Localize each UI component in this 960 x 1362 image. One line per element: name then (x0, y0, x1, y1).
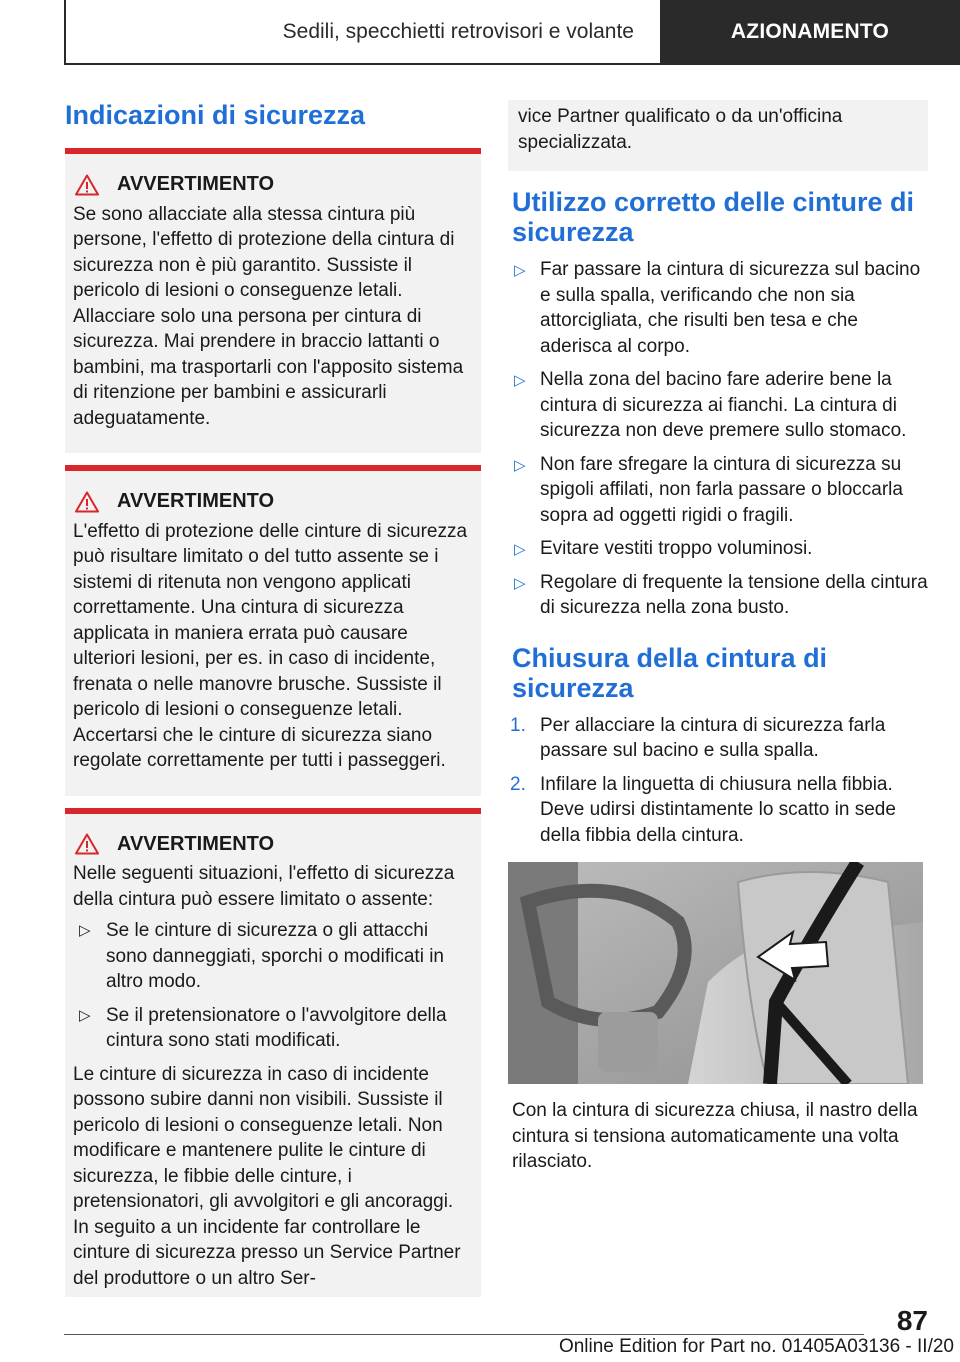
list-item: ▷ Non fare sfregare la cintura di sicurezza su spigoli affilati, non farla passare o bloccarla sopra ad oggetti rigidi o fragili. (514, 453, 903, 526)
fastening-steps (508, 713, 928, 849)
warning-heading (75, 832, 473, 858)
list-item: ▷ Se le cinture di sicurezza o gli attacchi sono danneggiati, sporchi o modificati in altro modo. (79, 920, 444, 992)
triangle-bullet-icon: ▷ (514, 262, 526, 279)
triangle-bullet-icon: ▷ (514, 541, 526, 558)
list-item: ▷ Nella zona del bacino fare aderire bene la cintura di sicurezza ai fianchi. La cintura di sicurezza non deve premere sullo stomaco. (514, 369, 907, 441)
correct-use-list (508, 257, 928, 621)
list-item: ▷ Evitare vestiti troppo voluminosi. (508, 536, 928, 562)
header-chapter-tab[interactable]: AZIONAMENTO (660, 0, 960, 64)
list-item: ▷ Se il pretensionatore o l'avvolgitore della cintura sono stati modificati. (79, 1004, 447, 1051)
triangle-bullet-icon: ▷ (79, 1006, 91, 1024)
warning-continuation: vice Partner qualificato o da un'officina specializzata. (508, 100, 928, 171)
footer-rule (64, 1334, 864, 1335)
warning-text: Se sono allacciate alla stessa cintura più persone, l'effetto di protezione della cintura di sicurezza non è più garantito. Sussiste il pericolo di lesioni o conseguenze letali. Allacciare solo una persona per cintura di sicurezza. Mai prendere in braccio lattanti o bambini, ma trasportarli con l'apposito sistema di ritenzione per bambini e assicurarli adeguatamente. (73, 203, 464, 429)
header-section-title: Sedili, specchietti retrovisori e volante (282, 20, 634, 43)
header-rule (64, 63, 960, 65)
warning-outro: Le cinture di sicurezza in caso di incidente possono subire danni non visibili. Sussiste il pericolo di lesioni o conseguenze letali. Non modificare e mantenere pulite le cinture di sicurezza, le fibbie delle cinture, i pretensionatori, gli avvolgitori e gli ancoraggi. In seguito a un incidente far controllare le cinture di sicurezza presso un Service Partner del produttore o un altro Ser- (73, 1063, 461, 1289)
warning-box-2 (65, 465, 481, 796)
warning-label: AVVERTIMENTO (117, 832, 275, 855)
warning-text: L'effetto di protezione delle cinture di sicurezza può risultare limitato o del tutto assente se i sistemi di ritenuta non vengono applicati correttamente. Una cintura di sicurezza applicata in maniera errata può causare ulteriori lesioni, per es. in caso di incidente, frenata o nelle manovre brusche. Sussiste il pericolo di lesioni o conseguenze letali. Accertarsi che le cinture di sicurezza siano regolate correttamente per tutti i passeggeri. (73, 520, 468, 771)
warning-triangle-icon (75, 833, 99, 855)
safety-title: Indicazioni di sicurezza (65, 100, 366, 130)
seatbelt-photo (508, 862, 923, 1084)
list-item: ▷ Regolare di frequente la tensione della cintura di sicurezza nella zona busto. (514, 571, 928, 618)
triangle-bullet-icon: ▷ (514, 456, 526, 474)
section-title-correct-use: Utilizzo corretto delle cinture di sicurezza (512, 187, 915, 247)
section-title-fastening: Chiusura della cintura di sicurezza (512, 642, 828, 703)
seatbelt-illustration (508, 862, 923, 1084)
left-column (65, 100, 481, 1297)
warning-box-1 (65, 148, 481, 453)
triangle-bullet-icon: ▷ (79, 922, 91, 939)
warning-triangle-icon (75, 491, 99, 513)
list-item: 2. Infilare la linguetta di chiusura nella fibbia. Deve udirsi distintamente lo scatto in sede della fibbia della cintura. (510, 773, 896, 846)
triangle-bullet-icon: ▷ (514, 372, 526, 389)
list-item: ▷ Far passare la cintura di sicurezza sul bacino e sulla spalla, verificando che non sia attorcigliata, che risulti ben tesa e che aderisca al corpo. (514, 259, 921, 357)
triangle-bullet-icon: ▷ (514, 574, 526, 592)
list-item: 1. Per allacciare la cintura di sicurezza farla passare sul bacino e sulla spalla. (510, 714, 886, 761)
warning-triangle-icon (75, 174, 99, 196)
footer-edition: Online Edition for Part no. 01405A03136 - II/20 (558, 1336, 954, 1357)
warning-label: AVVERTIMENTO (117, 173, 275, 195)
warning-heading (75, 489, 473, 515)
warning-box-3 (65, 808, 481, 1298)
photo-caption: Con la cintura di sicurezza chiusa, il nastro della cintura si tensiona automaticamente una volta rilasciato. (512, 1100, 918, 1172)
page-number: 87 (896, 1305, 928, 1336)
warning-heading (75, 172, 473, 198)
warning-bullet-list (73, 918, 473, 1054)
warning-label: AVVERTIMENTO (117, 490, 275, 512)
warning-intro: Nelle seguenti situazioni, l'effetto di sicurezza della cintura può essere limitato o assente: (73, 863, 455, 910)
right-column (508, 100, 928, 1175)
